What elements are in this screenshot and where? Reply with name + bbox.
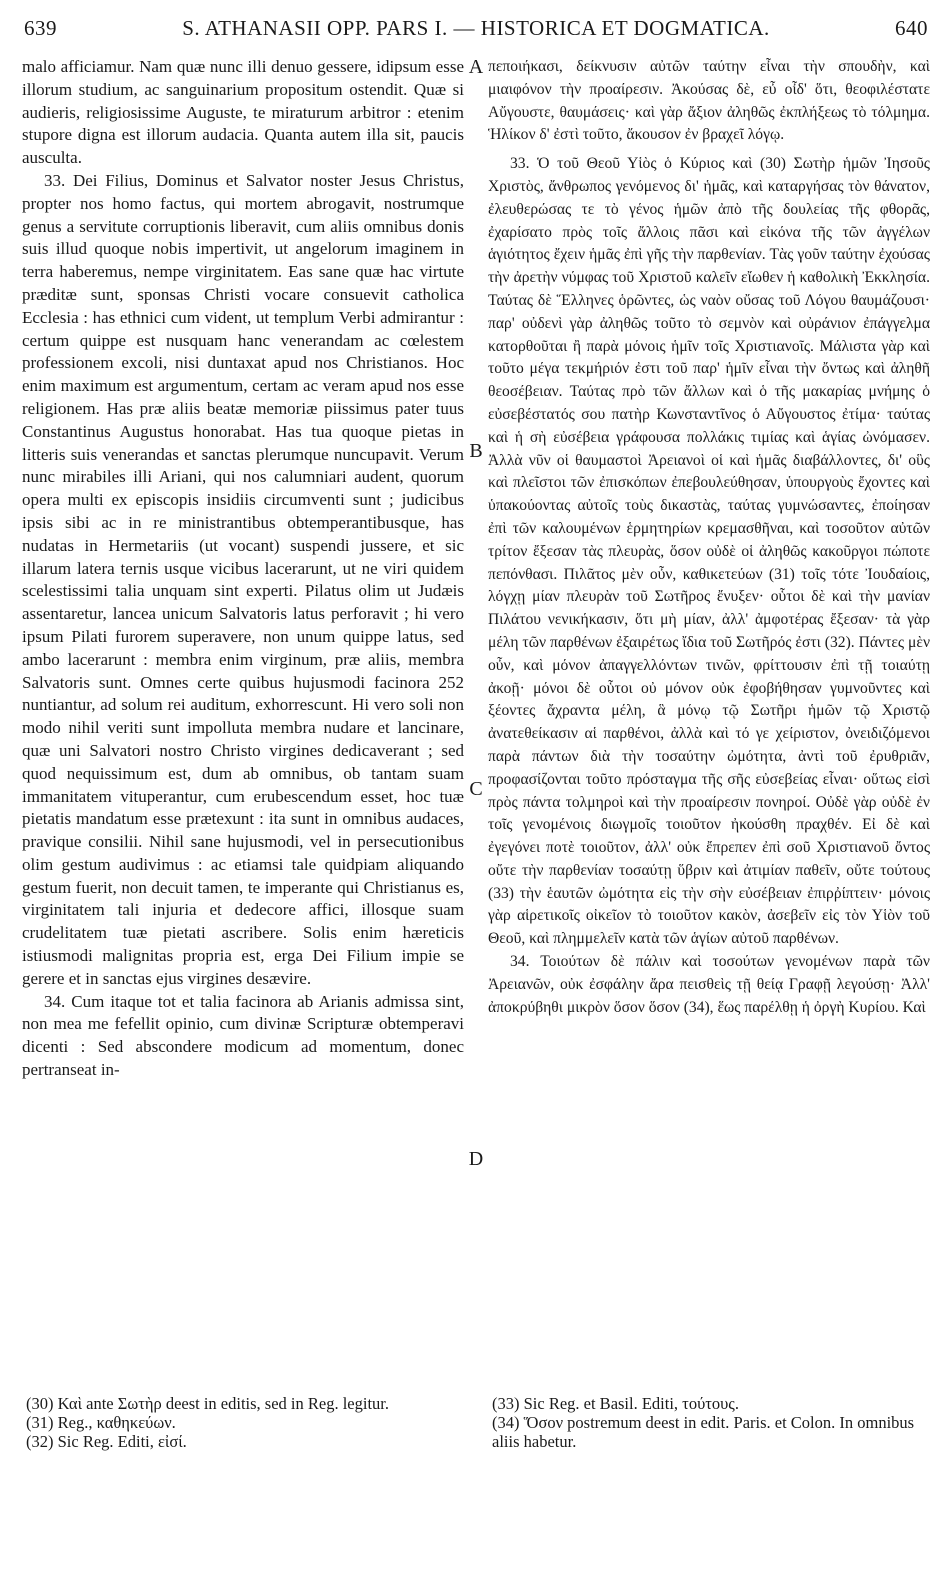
greek-paragraph-continued: πεποιήκασι, δείκνυσιν αὐτῶν ταύτην εἶναι τὴν σπουδὴν, καὶ μιαιφόνον τὴν προαίρεσιν. Ἀκούσας δὲ, εὖ οἶδ' ὅτι, θεοφιλέστατε Αὔγουστε, θαυμάσεις· καὶ γὰρ ἄξιον ἀληθῶς ἐκπλήξεως τὸ τόλμημα. Ἡλίκον δ' ἐστὶ τοῦτο, ἄκουσον ἐν βραχεῖ λόγῳ. (488, 58, 930, 144)
page-number-right: 640 (895, 16, 928, 40)
latin-paragraph-continued: malo afficiamur. Nam quæ nunc illi denuo gessere, idipsum esse illorum studium, ac sanguinarium propositum ostendit. Quæ si audieris, religiosissime Auguste, te miraturum arbitror : etenim stupore digna est illorum audacia. Quanta autem illa sit, paucis ausculta. (22, 57, 464, 168)
greek-column (488, 56, 930, 1366)
latin-paragraph-33: 33. Dei Filius, Dominus et Salvator noster Jesus Christus, propter nos homo factus, qui mortem abrogavit, nostrumque genus a servitute corruptionis liberavit, cum aliis omnibus donis suis illud quoque nobis impertivit, ut angelorum imaginem in terra haberemus, nempe virginitatem. Eas sane quæ hac virtute præditæ sunt, sponsas Christi vocare consuevit catholica Ecclesia : has ethnici cum vident, ut templum Verbi admirantur : certum quippe est nusquam hanc venerandam ac cœlestem professionem excoli, nisi duntaxat apud nos Christianos. Hoc enim maximum est argumentum, certam ac veram apud nos esse religionem. Has præ aliis beatæ memoriæ piissimus pater tuus Constantinus Augustus honorabat. Has tua quoque pietas in litteris suis venerandas et sanctas plerumque nuncupavit. Verum nunc mirabiles illi Ariani, qui nos calumniari audent, quorum opera multi ex episcopis insidiis circumventi sunt ; judicibus ipsis sibi ac in re ministrantibus obtemperantibusque, has nudatas in Hermetariis (ut vocant) suspendi jussere, et sic illarum latera ternis usque vicibus lacerarunt, ut ne viri quidem scelestissimi talia unquam sint experti. Pilatus olim ut Judæis assentaretur, lancea unicum Salvatoris latus perforavit ; hi vero ipsum Pilati furorem superavere, non unum quippe latus, sed ambo lacerarunt : membra enim virginum, præ aliis, membra Salvatoris sunt. Omnes certe quibus hujusmodi facinora 252 nuntiantur, ad solum rei auditum, exhorrescunt. Hi vero soli non modo nihil veriti sunt impolluta membra nudare et lancinare, quæ uni Salvatori nostro Christo virgines dedicaverant ; sed quod nequissimum est, dum ab omnibus, ob tantam suam immanitatem vituperantur, cum erubescendum esset, hoc tuæ pietatis mandatum esse prætexunt : ita sunt in omnibus audaces, pravique consilii. Nihil sane hujusmodi, vel in persecutionibus olim gestum audivimus : ac etiamsi tale quidpiam aliquando gestum fuerit, non decuit tamen, te imperante qui Christianus es, virginitatem tali injuria et dedecore affici, illosque suam crudelitatem tuæ pietati ascribere. Solis enim hæreticis istiusmodi malignitas propria est, erga Dei Filium impie se gerere et in sanctas ejus virgines desævire. (22, 170, 464, 988)
footnote-32: (32) Sic Reg. Editi, εἰσί. (26, 1432, 187, 1451)
margin-letter-a: A (468, 56, 484, 78)
footnote-34: (34) Ὅσον postremum deest in edit. Paris. et Colon. In omnibus aliis habetur. (492, 1413, 915, 1451)
running-title: S. ATHANASII OPP. PARS I. — HISTORICA ET DOGMATICA. (182, 16, 770, 40)
latin-paragraph-34: 34. Cum itaque tot et talia facinora ab Arianis admissa sint, non mea me fefellit opinio, cum divinæ Scripturæ obtemperavi dicenti : Sed abscondere modicum ad momentum, donec pertranseat in- (22, 991, 464, 1080)
latin-column (22, 56, 464, 1366)
running-header (24, 16, 928, 46)
page-number-left: 639 (24, 16, 57, 40)
footnote-33: (33) Sic Reg. et Basil. Editi, τούτους. (492, 1394, 739, 1413)
greek-paragraph-34: 34. Τοιούτων δὲ πάλιν καὶ τοσούτων γενομένων παρὰ τῶν Ἀρειανῶν, οὐκ ἐσφάλην ἄρα πεισθεὶς τῇ θείᾳ Γραφῇ λεγούσῃ· Ἀλλ' ἀποκρύβηθι μικρὸν ὅσον ὅσον (34), ἕως παρέλθῃ ἡ ὀργὴ Κυρίου. Καὶ (488, 953, 930, 1016)
footnotes-left (26, 1394, 466, 1451)
margin-letter-c: C (469, 778, 483, 800)
greek-paragraph-33: 33. Ὁ τοῦ Θεοῦ Υἱὸς ὁ Κύριος καὶ (30) Σωτὴρ ἡμῶν Ἰησοῦς Χριστὸς, ἄνθρωπος γενόμενος δι' ἡμᾶς, καὶ καταργήσας τὸν θάνατον, ἐλευθερώσας τε τὸ γένος ἡμῶν ἀπὸ τῆς δουλείας τῆς φθορᾶς, ἐχαρίσατο πρὸς τοῖς ἄλλοις πᾶσι καὶ εἰκόνα τῆς τῶν ἀγγέλων ἁγιότητος ἔχειν ἡμᾶς ἐπὶ γῆς τὴν παρθενίαν. Τὰς γοῦν ταύτην ἐχούσας τὴν ἀρετὴν νύμφας τοῦ Χριστοῦ καλεῖν εἴωθεν ἡ καθολικὴ Ἐκκλησία. Ταύτας δὲ Ἕλληνες ὁρῶντες, ὡς ναὸν οὔσας τοῦ Λόγου θαυμάζουσι· παρ' οὐδενὶ γὰρ ἀληθῶς τοῦτο τὸ σεμνὸν καὶ οὐράνιον ἐπάγγελμα κατορθοῦται ἢ παρὰ μόνοις ἡμῖν τοῖς Χριστιανοῖς. Μάλιστα γὰρ καὶ τοῦτο μέγα τεκμήριόν ἐστι τοῦ παρ' ἡμῖν εἶναι τὴν ὄντως καὶ ἀληθῆ θεοσέβειαν. Ταύτας πρὸ τῶν ἄλλων καὶ ὁ τῆς μακαρίας μνήμης ὁ εὐσεβέστατός σου πατὴρ Κωνσταντῖνος ὁ Αὔγουστος ἐτίμα· ταύτας καὶ ἡ σὴ εὐσέβεια γράφουσα πολλάκις τιμίας καὶ ἁγίας ὠνόμασεν. Ἀλλὰ νῦν οἱ θαυμαστοὶ Ἀρειανοὶ οἱ καὶ ἡμᾶς διαβάλλοντες, δι' οὓς καὶ πλεῖστοι τῶν ἐπισκόπων ἐπεβουλεύθησαν, ὑπουργοὺς ἔχοντες καὶ ὑπακούοντας αὐτοῖς τοὺς δικαστὰς, ταύτας γυμνώσαντες, ἐποίησαν ἐπὶ τῶν καλουμένων ἑρμητηρίων κρεμασθῆναι, καὶ τοσοῦτον αὐτῶν τρίτον ἔξεσαν τὰς πλευρὰς, ὅσον οὐδὲ οἱ ἀληθῶς κακοῦργοι πώποτε πεπόνθασι. Πιλᾶτος μὲν οὖν, καθικετεύων (31) τοῖς τότε Ἰουδαίοις, λόγχῃ μίαν πλευρὰν τοῦ Σωτῆρος ἔνυξεν· οὗτοι δὲ καὶ τὴν μανίαν Πιλάτου νενικήκασιν, ὅτι μὴ μίαν, ἀλλ' ἀμφοτέρας ἔξεσαν· τὰ γὰρ μέλη τῶν παρθένων ἐξαιρέτως ἴδια τοῦ Σωτῆρός ἐστι (32). Πάντες μὲν οὖν, καὶ μόνον ἀπαγγελλόντων τινῶν, φρίττουσιν ἐπὶ τῇ τοιαύτῃ ἀκοῇ· μόνοι δὲ οὗτοι οὐ μόνον οὐκ ἐφοβήθησαν γυμνοῦντες καὶ ξέοντες ἄχραντα μέλη, ἃ μόνῳ τῷ Σωτῆρι ἡμῶν τῷ Χριστῷ ἀνατεθείκασιν αἱ παρθένοι, ἀλλὰ καὶ τό γε χείριστον, ὀνειδιζόμενοι παρὰ πάντων διὰ τὴν τοσαύτην ὠμότητα, ἀντὶ τοῦ ἐρυθριᾶν, προφασίζονται τοῦτο πρόσταγμα τῆς σῆς εὐσεβείας εἶναι· οὕτως εἰσὶ πρὸς πάντα τολμηροὶ καὶ τὴν προαίρεσιν πονηροί. Οὐδὲ γὰρ οὐδὲ ἐν τοῖς γενομένοις διωγμοῖς τοιοῦτον ἠκούσθη πραχθέν. Εἰ δὲ καὶ ἐγεγόνει ποτὲ τοιοῦτον, ἀλλ' οὐκ ἔπρεπεν ἐπὶ σοῦ Χριστιανοῦ ὄντος οὔτε τὴν παρθενίαν τοσαύτῃ ὕβριν καὶ ἀτιμίαν παθεῖν, οὔτε τούτους (33) τὴν ἑαυτῶν ὠμότητα εἰς τὴν σὴν εὐσέβειαν ἐπιρῤίπτειν· μόνοις γὰρ αἱρετικοῖς οἰκεῖον τὸ τοιοῦτον κακὸν, ἀσεβεῖν εἰς τὸν Υἱὸν τοῦ Θεοῦ, καὶ πλημμελεῖν κατὰ τῶν ἁγίων αὐτοῦ παρθένων. (488, 155, 930, 948)
footnotes-right (492, 1394, 932, 1451)
margin-letter-b: B (469, 440, 483, 462)
footnote-31: (31) Reg., καθηκεύων. (26, 1413, 176, 1432)
footnote-30: (30) Καὶ ante Σωτὴρ deest in editis, sed in Reg. legitur. (26, 1394, 389, 1413)
margin-letter-d: D (468, 1148, 484, 1170)
